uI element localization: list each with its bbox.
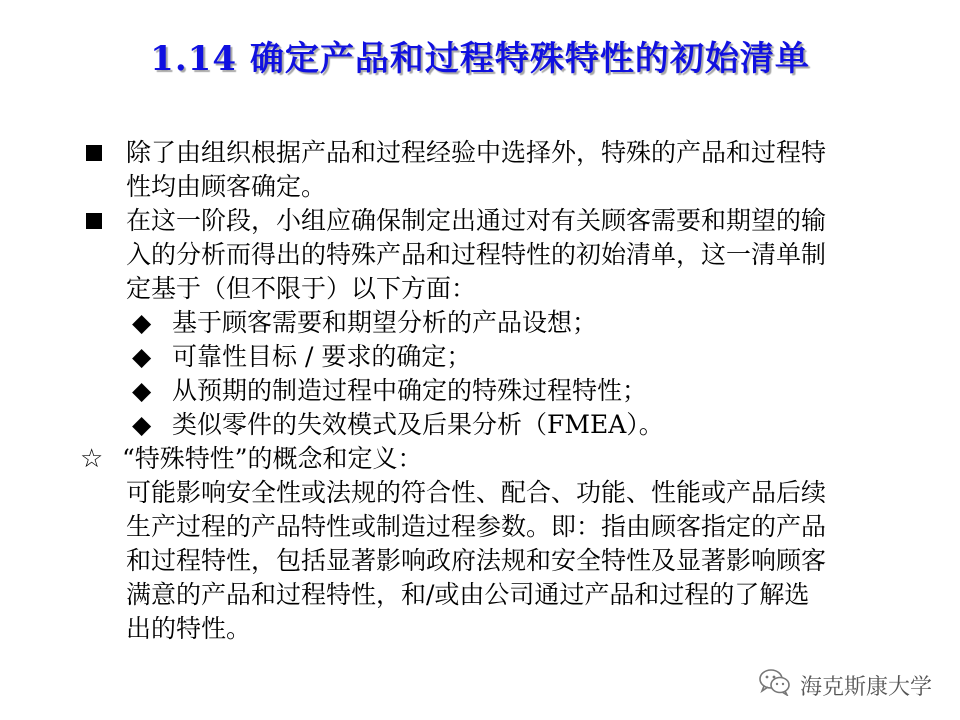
definition-line: 满意的产品和过程特性，和/或由公司通过产品和过程的了解选 — [126, 580, 810, 609]
sub-item — [84, 306, 884, 340]
square-bullet-icon — [84, 204, 120, 238]
bullet-item — [84, 204, 884, 306]
sub-item-text: 类似零件的失效模式及后果分析（FMEA）。 — [172, 410, 664, 439]
bullet-line: 在这一阶段，小组应确保制定出通过对有关顾客需要和期望的输 — [126, 206, 827, 235]
definition-text — [84, 476, 884, 646]
bullet-line: 定基于（但不限于）以下方面： — [126, 274, 477, 303]
definition-line: 出的特性。 — [126, 614, 252, 643]
definition-line: 生产过程的产品特性或制造过程参数。即：指由顾客指定的产品 — [126, 512, 827, 541]
bullet-item — [84, 136, 884, 204]
sub-item — [84, 408, 884, 442]
content-body — [80, 136, 884, 646]
definition-line: 可能影响安全性或法规的符合性、配合、功能、性能或产品后续 — [126, 478, 827, 507]
diamond-bullet-icon: ◆ — [132, 308, 152, 337]
definition-line: 和过程特性，包括显著影响政府法规和安全特性及显著影响顾客 — [126, 546, 827, 575]
definition-heading: “特殊特性”的概念和定义： — [122, 444, 423, 473]
wechat-icon — [758, 668, 792, 702]
sub-item-text: 基于顾客需要和期望分析的产品设想； — [172, 308, 598, 337]
diamond-bullet-icon: ◆ — [132, 376, 152, 405]
page-title: 1.14 确定产品和过程特殊特性的初始清单 — [150, 39, 810, 79]
diamond-bullet-icon: ◆ — [132, 342, 152, 371]
star-bullet-icon: ☆ — [80, 444, 104, 474]
watermark-text: 海克斯康大学 — [799, 674, 932, 700]
square-bullet-icon — [84, 136, 120, 170]
sub-item-text: 可靠性目标 / 要求的确定； — [172, 342, 472, 371]
sub-item-text: 从预期的制造过程中确定的特殊过程特性； — [172, 376, 648, 405]
diamond-bullet-icon: ◆ — [132, 410, 152, 439]
definition-section — [80, 442, 884, 476]
bullet-line: 入的分析而得出的特殊产品和过程特性的初始清单，这一清单制 — [126, 240, 827, 269]
sub-item — [84, 340, 884, 374]
bullet-line: 除了由组织根据产品和过程经验中选择外，特殊的产品和过程特 — [126, 138, 827, 167]
sub-item — [84, 374, 884, 408]
watermark — [758, 668, 932, 702]
bullet-line: 性均由顾客确定。 — [126, 172, 327, 201]
